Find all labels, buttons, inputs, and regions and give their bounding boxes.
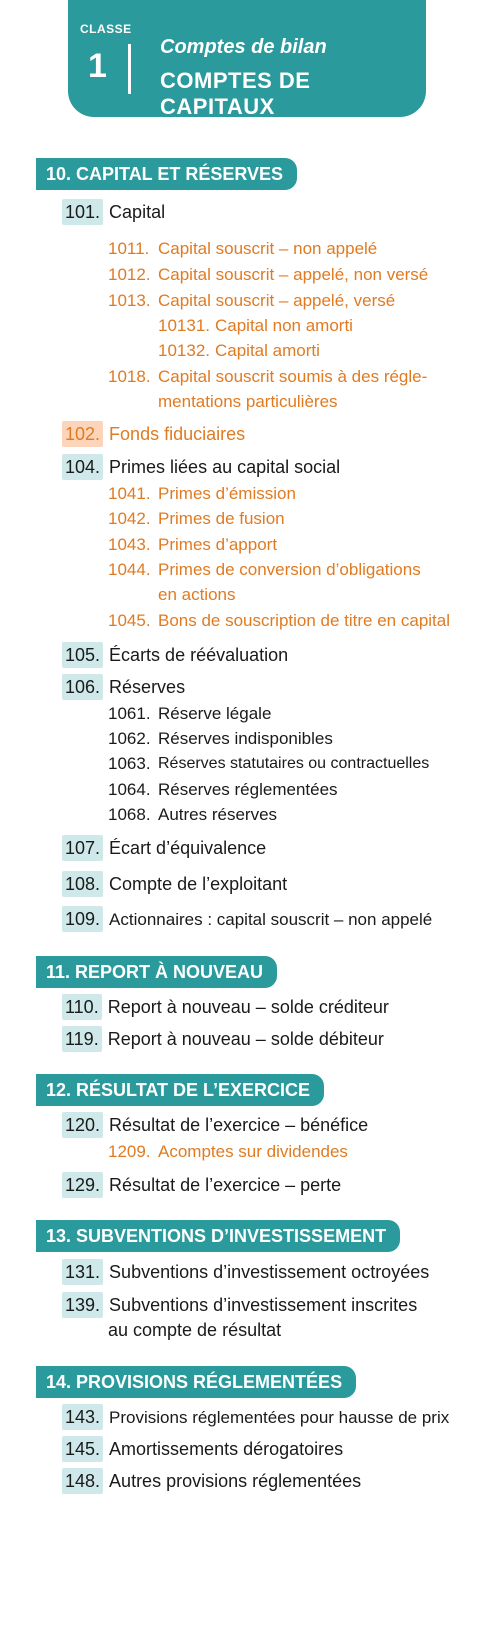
account-148	[62, 1468, 361, 1494]
header-title: COMPTES DE CAPITAUX	[160, 68, 311, 119]
subaccount-label: Primes d’émission	[158, 484, 296, 503]
account-143	[62, 1404, 449, 1431]
account-code: 145.	[62, 1436, 103, 1462]
subaccount-label: Autres réserves	[158, 805, 278, 824]
account-120	[62, 1112, 368, 1138]
account-code: 120.	[62, 1112, 103, 1138]
account-label-continued: au compte de résultat	[108, 1320, 282, 1340]
subaccount-code: 1012.	[108, 265, 151, 284]
account-102	[62, 421, 245, 447]
subaccount-label: Bons de souscription de titre en capital	[158, 611, 451, 630]
header-divider	[128, 44, 131, 94]
account-label: Provisions réglementées pour hausse de prix	[109, 1408, 450, 1427]
subaccount-code: 1011.	[108, 239, 150, 258]
account-label: Primes liées au capital social	[109, 457, 341, 477]
account-139	[62, 1292, 417, 1318]
section-heading-13: 13. SUBVENTIONS D’INVESTISSEMENT	[36, 1220, 400, 1252]
account-code: 107.	[62, 835, 103, 861]
subaccount-code: 1063.	[108, 754, 151, 773]
account-label: Subventions d’investissement octroyées	[109, 1262, 430, 1282]
account-code: 148.	[62, 1468, 103, 1494]
account-110	[62, 994, 389, 1020]
header-subtitle: Comptes de bilan	[160, 36, 327, 58]
subaccount-label-continued: en actions	[158, 585, 236, 604]
subaccount-label: Capital souscrit – appelé, versé	[158, 291, 396, 310]
account-code: 104.	[62, 454, 103, 480]
subaccount-label: Réserves indisponibles	[158, 729, 333, 748]
account-label: Subventions d’investissement inscrites	[109, 1295, 418, 1315]
account-label: Actionnaires : capital souscrit – non appelé	[109, 910, 433, 929]
account-code: 102.	[62, 421, 103, 447]
account-119	[62, 1026, 384, 1052]
account-code: 105.	[62, 642, 103, 668]
account-code: 109.	[62, 906, 103, 932]
subaccount-code: 1042.	[108, 509, 151, 528]
subaccount-label: Acomptes sur dividendes	[158, 1142, 348, 1161]
account-code: 108.	[62, 871, 103, 897]
section-heading-14: 14. PROVISIONS RÉGLEMENTÉES	[36, 1366, 356, 1398]
account-label: Écarts de réévaluation	[109, 645, 289, 665]
account-131	[62, 1259, 429, 1285]
subaccount-label: Capital souscrit – non appelé	[158, 239, 378, 258]
subaccount-code: 1061.	[108, 704, 151, 723]
account-code: 143.	[62, 1404, 103, 1430]
account-106	[62, 674, 185, 700]
subaccount-label-continued: mentations particulières	[158, 392, 338, 411]
account-101	[62, 199, 165, 225]
account-107	[62, 835, 266, 861]
account-109	[62, 906, 432, 933]
section-heading-10: 10. CAPITAL ET RÉSERVES	[36, 158, 297, 190]
account-108	[62, 871, 287, 897]
subaccount-code: 1044.	[108, 560, 151, 579]
subaccount-code: 1209.	[108, 1142, 151, 1161]
account-code: 129.	[62, 1172, 103, 1198]
subaccount-code: 1068.	[108, 805, 151, 824]
account-label: Report à nouveau – solde créditeur	[107, 997, 389, 1017]
account-code: 119.	[62, 1026, 102, 1052]
account-label: Résultat de l’exercice – bénéfice	[109, 1115, 369, 1135]
account-label: Capital	[109, 202, 166, 222]
subaccount-code: 10131.	[158, 316, 210, 335]
classe-label: CLASSE	[80, 22, 132, 36]
account-code: 139.	[62, 1292, 103, 1318]
account-label: Résultat de l’exercice – perte	[109, 1175, 342, 1195]
section-heading-11: 11. REPORT À NOUVEAU	[36, 956, 277, 988]
account-label: Fonds fiduciaires	[109, 424, 246, 444]
account-104	[62, 454, 340, 480]
subaccount-code: 1064.	[108, 780, 151, 799]
subaccount-code: 1041.	[108, 484, 151, 503]
account-label: Autres provisions réglementées	[109, 1471, 362, 1491]
account-label: Amortissements dérogatoires	[109, 1439, 344, 1459]
class-header	[68, 0, 426, 117]
account-label: Réserves	[109, 677, 186, 697]
account-code: 131.	[62, 1259, 103, 1285]
subaccount-label: Primes de fusion	[158, 509, 285, 528]
account-129	[62, 1172, 341, 1198]
account-label: Compte de l’exploitant	[109, 874, 288, 894]
subaccount-label: Primes de conversion d’obligations	[158, 560, 421, 579]
subaccount-code: 1013.	[108, 291, 151, 310]
subaccount-code: 1043.	[108, 535, 151, 554]
subaccount-label: Réserves statutaires ou contractuelles	[158, 755, 430, 772]
subaccount-label: Capital souscrit – appelé, non versé	[158, 265, 429, 284]
subaccount-label: Réserve légale	[158, 704, 272, 723]
account-label: Report à nouveau – solde débiteur	[107, 1029, 384, 1049]
section-heading-12: 12. RÉSULTAT DE L’EXERCICE	[36, 1074, 324, 1106]
account-145	[62, 1436, 343, 1462]
subaccount-code: 1018.	[108, 367, 151, 386]
subaccount-code: 10132.	[158, 341, 210, 360]
subaccount-label: Capital non amorti	[215, 316, 353, 335]
account-105	[62, 642, 288, 668]
account-code: 101.	[62, 199, 103, 225]
account-label: Écart d’équivalence	[109, 838, 267, 858]
subaccount-label: Capital souscrit soumis à des régle-	[158, 367, 428, 386]
subaccount-label: Primes d’apport	[158, 535, 278, 554]
subaccount-code: 1062.	[108, 729, 151, 748]
subaccount-label: Réserves réglementées	[158, 780, 338, 799]
classe-number: 1	[88, 47, 107, 85]
account-code: 110.	[62, 994, 102, 1020]
subaccount-code: 1045.	[108, 611, 151, 630]
account-code: 106.	[62, 674, 103, 700]
subaccount-label: Capital amorti	[215, 341, 320, 360]
